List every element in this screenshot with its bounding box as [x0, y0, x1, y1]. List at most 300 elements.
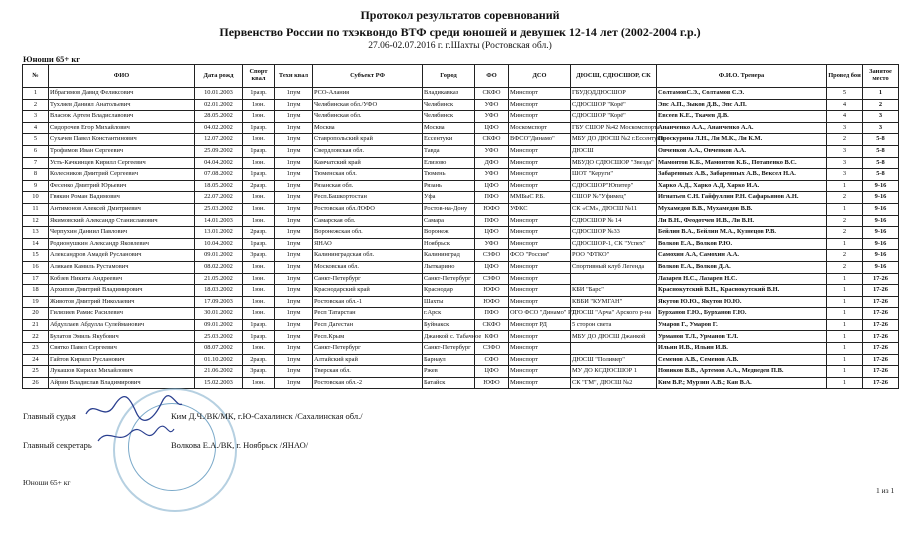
column-header: Спорт квал [243, 65, 275, 88]
table-cell: 1разр. [243, 169, 275, 181]
table-cell: 2 [827, 215, 863, 227]
table-cell: Гилязиев Рамис Расилевич [49, 308, 195, 320]
table-cell: КФО [475, 331, 509, 343]
table-cell: Фесенко Дмитрий Юрьевич [49, 180, 195, 192]
table-cell: Ибрагимов Давид Феликсович [49, 88, 195, 100]
table-cell: 1 [827, 180, 863, 192]
table-cell: 09.01.2002 [195, 319, 243, 331]
table-cell: 21.05.2002 [195, 273, 243, 285]
table-cell: 17 [23, 273, 49, 285]
table-cell: СЗФО [475, 343, 509, 355]
table-cell: 04.02.2002 [195, 122, 243, 134]
table-cell: 17-26 [863, 377, 899, 389]
table-cell: 25 [23, 366, 49, 378]
table-cell [571, 273, 657, 285]
table-cell: 1 [827, 331, 863, 343]
table-cell: СШОР №"Уфимец" [571, 192, 657, 204]
table-cell: 1 [827, 238, 863, 250]
table-cell: Минспорт [509, 354, 571, 366]
table-cell: Якимовский Александр Станиславович [49, 215, 195, 227]
table-cell: 5-8 [863, 145, 899, 157]
column-header: ДСО [509, 65, 571, 88]
table-cell: 2 [827, 134, 863, 146]
table-cell: СДЮСШОР "Корё" [571, 111, 657, 123]
table-cell: 9-16 [863, 215, 899, 227]
table-cell: 1 [863, 88, 899, 100]
table-cell: 3 [827, 122, 863, 134]
table-cell: Москва [423, 122, 475, 134]
table-cell: УФО [475, 169, 509, 181]
table-cell: Респ.Башкортостан [313, 192, 423, 204]
table-cell: Камчатский край [313, 157, 423, 169]
table-cell: 04.04.2002 [195, 157, 243, 169]
table-cell: ЦФО [475, 227, 509, 239]
table-cell: Ильин И.В., Ильин И.В. [657, 343, 827, 355]
table-cell: Минспорт [509, 377, 571, 389]
table-cell: 13.01.2002 [195, 227, 243, 239]
table-cell: 1разр. [243, 122, 275, 134]
table-cell: ПФО [475, 215, 509, 227]
table-cell: 2разр. [243, 354, 275, 366]
table-row [23, 366, 899, 378]
table-cell: 2 [827, 261, 863, 273]
table-cell: Челябинская обл./УФО [313, 99, 423, 111]
table-cell: Москва [313, 122, 423, 134]
table-cell: ММБыС Р.Б. [509, 192, 571, 204]
table-cell: 1юн. [243, 111, 275, 123]
table-cell: Санкт-Петербург [423, 343, 475, 355]
table-cell: 1пум [275, 331, 313, 343]
table-cell: 9-16 [863, 238, 899, 250]
table-cell: МБУ ДО ДЮСШ Джанкой [571, 331, 657, 343]
table-cell: Калининградская обл. [313, 250, 423, 262]
table-cell: СДЮСШОР "Корё" [571, 99, 657, 111]
table-cell: 3 [863, 111, 899, 123]
table-cell: 08.02.2002 [195, 261, 243, 273]
table-cell: 25.03.2002 [195, 331, 243, 343]
table-cell: 1пум [275, 366, 313, 378]
table-cell: 5-8 [863, 134, 899, 146]
table-row [23, 169, 899, 181]
table-cell: ЮФО [475, 203, 509, 215]
table-cell: СК "ГМ", ДЮСШ №2 [571, 377, 657, 389]
table-row [23, 319, 899, 331]
table-cell: Колесников Дмитрий Сергеевич [49, 169, 195, 181]
table-row [23, 157, 899, 169]
table-cell: 3разр. [243, 250, 275, 262]
table-cell: 1пум [275, 88, 313, 100]
table-cell: Тухляев Даниял Анатольевич [49, 99, 195, 111]
table-cell: Минспорт [509, 88, 571, 100]
table-cell: 1 [827, 354, 863, 366]
table-cell: 21 [23, 319, 49, 331]
table-row [23, 145, 899, 157]
table-row [23, 238, 899, 250]
table-cell: Власюк Артем Владиславович [49, 111, 195, 123]
table-cell: Игнатьев С.Н. Гайфуллин Р.Н. Сафарьянов А.Н. [657, 192, 827, 204]
table-cell: 9-16 [863, 261, 899, 273]
table-cell: 24 [23, 354, 49, 366]
table-cell: 1пум [275, 250, 313, 262]
table-cell: Свердловская обл. [313, 145, 423, 157]
table-cell: 1 [827, 273, 863, 285]
signature-scribble-2 [96, 425, 176, 447]
table-row [23, 122, 899, 134]
table-row [23, 227, 899, 239]
table-cell: 19 [23, 296, 49, 308]
table-cell: 2 [863, 99, 899, 111]
table-cell: Минспорт [509, 169, 571, 181]
table-cell: 1пум [275, 169, 313, 181]
table-cell: 1юн. [243, 215, 275, 227]
table-cell: Родионушкин Александр Яковлевич [49, 238, 195, 250]
table-cell: ЮФО [475, 296, 509, 308]
table-cell: 5-8 [863, 169, 899, 181]
table-cell: Московская обл. [313, 261, 423, 273]
table-cell: Минспорт [509, 238, 571, 250]
table-cell: Гайтов Кирилл Русланович [49, 354, 195, 366]
table-cell: ЦФО [475, 366, 509, 378]
table-cell: Краснодарский край [313, 285, 423, 297]
table-cell: Харко А.Д., Харко А.Д, Харко И.А. [657, 180, 827, 192]
table-cell: Воронежская обл. [313, 227, 423, 239]
table-cell: 01.10.2002 [195, 354, 243, 366]
table-row [23, 88, 899, 100]
table-row [23, 354, 899, 366]
table-cell: 28.05.2002 [195, 111, 243, 123]
table-cell: 5-8 [863, 157, 899, 169]
table-cell: ГБУ СШОР №42 Москомспорта [571, 122, 657, 134]
table-cell: Святко Павел Сергеевич [49, 343, 195, 355]
table-cell: Сидорочев Егор Михайлович [49, 122, 195, 134]
table-cell: Буйнакск [423, 319, 475, 331]
table-row [23, 180, 899, 192]
table-cell: Бурханов Г.Ю., Бурханов Г.Ю. [657, 308, 827, 320]
table-cell: СДЮСШОР №33 [571, 227, 657, 239]
column-header: Провед бои [827, 65, 863, 88]
table-cell: Минспорт [509, 99, 571, 111]
table-cell: 1пум [275, 134, 313, 146]
table-cell: 1пум [275, 203, 313, 215]
table-cell: 1юн. [243, 343, 275, 355]
table-cell: Тверская обл. [313, 366, 423, 378]
table-cell: 1юн. [243, 273, 275, 285]
table-row [23, 308, 899, 320]
table-cell: Ким В.Р.; Мурзин А.В.; Кан В.А. [657, 377, 827, 389]
table-cell: 3 [863, 122, 899, 134]
table-cell: Калининград [423, 250, 475, 262]
table-cell: 15 [23, 250, 49, 262]
table-cell: Волков Е.А., Волков Д.А. [657, 261, 827, 273]
table-cell: Уфа [423, 192, 475, 204]
table-cell: Алтайский край [313, 354, 423, 366]
table-cell: СКФО [475, 88, 509, 100]
table-cell: Усть-Качкинцев Кирилл Сергеевич [49, 157, 195, 169]
table-cell: 1пум [275, 308, 313, 320]
table-cell: 4 [23, 122, 49, 134]
column-header: ФИО [49, 65, 195, 88]
table-cell: 4 [827, 111, 863, 123]
table-cell: 17-26 [863, 331, 899, 343]
table-cell: 7 [23, 157, 49, 169]
table-cell: Воронеж [423, 227, 475, 239]
table-cell: 1юн. [243, 285, 275, 297]
table-cell: Минспорт [509, 111, 571, 123]
table-cell: Айрин Владислав Владимирович [49, 377, 195, 389]
table-cell [571, 343, 657, 355]
table-cell: 9-16 [863, 180, 899, 192]
table-cell: 1 [827, 296, 863, 308]
table-cell: УФО [475, 99, 509, 111]
table-cell: Архипов Дмитрий Владимирович [49, 285, 195, 297]
table-cell: 09.01.2002 [195, 250, 243, 262]
table-cell: Тюменская обл. [313, 169, 423, 181]
table-row [23, 296, 899, 308]
table-cell: 3 [23, 111, 49, 123]
table-row [23, 285, 899, 297]
table-cell: 18.05.2002 [195, 180, 243, 192]
table-cell: Джанкой с. Табачное [423, 331, 475, 343]
table-cell: 10.01.2003 [195, 88, 243, 100]
table-cell: г.Арск [423, 308, 475, 320]
table-cell: 18 [23, 285, 49, 297]
table-cell: 1юн. [243, 134, 275, 146]
table-cell: 17-26 [863, 366, 899, 378]
table-cell: Гвякин Роман Вадимович [49, 192, 195, 204]
table-cell: Санкт-Петербург [313, 273, 423, 285]
table-cell: Минспорт [509, 157, 571, 169]
footer-category: Юноши 65+ кг [23, 478, 71, 487]
table-cell: Абдуллаев Абдулла Сулейманович [49, 319, 195, 331]
table-cell: Забаренных А.В., Забаренных А.В., Вексел Н.А. [657, 169, 827, 181]
table-cell: 20 [23, 308, 49, 320]
table-cell: 17-26 [863, 308, 899, 320]
table-cell: 1пум [275, 296, 313, 308]
table-cell: Тюмень [423, 169, 475, 181]
table-cell: ДЮСШ "Арча" Арского р-на [571, 308, 657, 320]
table-cell: 2 [827, 192, 863, 204]
table-cell: 1пум [275, 343, 313, 355]
table-cell: Краснодар [423, 285, 475, 297]
table-cell: Минспорт РД [509, 319, 571, 331]
table-cell: Ставропольский край [313, 134, 423, 146]
table-cell: Челябинск [423, 111, 475, 123]
table-cell: ПФО [475, 308, 509, 320]
table-cell: 2разр. [243, 227, 275, 239]
table-body [23, 88, 899, 389]
column-header: Занятое место [863, 65, 899, 88]
table-cell: Александров Амадей Русланович [49, 250, 195, 262]
table-row [23, 273, 899, 285]
table-cell: Минспорт [509, 273, 571, 285]
table-cell: Минспорт [509, 180, 571, 192]
table-cell: Семенов А.В., Семенов А.В. [657, 354, 827, 366]
table-cell: 6 [23, 145, 49, 157]
table-cell: 1разр. [243, 331, 275, 343]
table-cell: СДЮСШОР-1, СК "Успех" [571, 238, 657, 250]
table-cell: 1юн. [243, 308, 275, 320]
table-cell: РОО "ФТКО" [571, 250, 657, 262]
table-cell: Челябинск [423, 99, 475, 111]
table-cell: 17-26 [863, 319, 899, 331]
table-cell: Самара [423, 215, 475, 227]
table-cell: 1пум [275, 273, 313, 285]
table-cell: ЮФО [475, 285, 509, 297]
table-cell: 1юн. [243, 157, 275, 169]
table-cell: Елизово [423, 157, 475, 169]
table-cell: Новиков В.В., Артемов А.А., Медведев П.В. [657, 366, 827, 378]
table-cell: УФО [475, 238, 509, 250]
table-cell: Самохин А.А, Самохин А.А. [657, 250, 827, 262]
table-cell: Мамонтов К.Б., Мамонтов К.Б., Потапенко В.С. [657, 157, 827, 169]
table-cell: 1 [827, 285, 863, 297]
table-cell: 17.09.2003 [195, 296, 243, 308]
table-row [23, 192, 899, 204]
table-cell: Минспорт [509, 366, 571, 378]
table-cell: 21.06.2002 [195, 366, 243, 378]
table-cell: Черпухин Даниил Павлович [49, 227, 195, 239]
table-cell: Краснокутский В.Н., Краснокутский В.Н. [657, 285, 827, 297]
table-cell: 9 [23, 180, 49, 192]
table-cell: 1разр. [243, 319, 275, 331]
table-cell: Овченков А.А., Овченков А.А. [657, 145, 827, 157]
table-cell: Ростовская обл./ЮФО [313, 203, 423, 215]
table-cell: 1пум [275, 122, 313, 134]
table-cell: 2 [827, 250, 863, 262]
table-cell: ВФСО"Динамо" [509, 134, 571, 146]
table-cell: 1пум [275, 145, 313, 157]
table-cell: 16 [23, 261, 49, 273]
chief-secretary-label: Главный секретарь [23, 440, 92, 450]
table-cell: СЗФО [475, 250, 509, 262]
table-cell: 1 [827, 319, 863, 331]
table-cell: 13 [23, 227, 49, 239]
table-cell: СДЮСШОР"Юпитер" [571, 180, 657, 192]
table-cell: ФСО "Россия" [509, 250, 571, 262]
table-cell: Лазарев Н.С., Лазарев Н.С. [657, 273, 827, 285]
column-header: Техн квал [275, 65, 313, 88]
table-cell: Сухачев Павел Константинович [49, 134, 195, 146]
table-cell: 1юн. [243, 261, 275, 273]
table-cell: 4 [827, 99, 863, 111]
table-cell: МУ ДО КСДЮСШОР 1 [571, 366, 657, 378]
table-cell: 1пум [275, 157, 313, 169]
table-cell: УФО [475, 145, 509, 157]
table-cell: Ржев [423, 366, 475, 378]
table-cell: Минспорт [509, 215, 571, 227]
table-cell: 1 [827, 377, 863, 389]
table-cell: 1пум [275, 180, 313, 192]
table-cell: Ростовская обл.-2 [313, 377, 423, 389]
table-cell: Респ.Крым [313, 331, 423, 343]
table-cell: Кобзев Никита Андреевич [49, 273, 195, 285]
table-cell: 3 [827, 145, 863, 157]
table-cell: 5 [23, 134, 49, 146]
table-cell: 8 [23, 169, 49, 181]
table-cell: Мухамедов В.В., Мухамедов В.В. [657, 203, 827, 215]
table-cell: ГБУДОДДЮСШОР [571, 88, 657, 100]
table-cell: 02.01.2002 [195, 99, 243, 111]
table-cell: 17-26 [863, 343, 899, 355]
table-cell: 3 [827, 169, 863, 181]
table-cell: 1 [23, 88, 49, 100]
table-cell: 14 [23, 238, 49, 250]
page-counter: 1 из 1 [876, 486, 895, 495]
table-cell: Ессентуки [423, 134, 475, 146]
table-cell: 1пум [275, 354, 313, 366]
table-cell: 1пум [275, 215, 313, 227]
table-cell: 10.04.2002 [195, 238, 243, 250]
column-header: Ф.И.О. Тренера [657, 65, 827, 88]
table-cell: Санкт-Петербург [423, 273, 475, 285]
table-cell: 17-26 [863, 273, 899, 285]
table-cell: Евсеев К.Е., Ткачев Д.В. [657, 111, 827, 123]
table-cell: 5 [827, 88, 863, 100]
chief-judge-value: Ким Д.Ч./ВК/МК, г.Ю-Сахалинск /Сахалинская обл./ [171, 411, 363, 421]
table-cell: Лукашов Кирилл Михайлович [49, 366, 195, 378]
table-cell: Булатов Эмиль Якубович [49, 331, 195, 343]
table-cell: 1пум [275, 319, 313, 331]
table-cell: 10 [23, 192, 49, 204]
table-cell: ЯНАО [313, 238, 423, 250]
table-cell: 1пум [275, 377, 313, 389]
table-cell: СК «СМ», ДЮСШ №11 [571, 203, 657, 215]
table-cell: 11 [23, 203, 49, 215]
table-cell: 25.09.2002 [195, 145, 243, 157]
table-cell: Тавда [423, 145, 475, 157]
table-cell: 18.03.2002 [195, 285, 243, 297]
column-header: ДЮСШ, СДЮСШОР, СК [571, 65, 657, 88]
table-cell: 1пум [275, 192, 313, 204]
table-cell: СолтамовС.Э., Солтамов С.Э. [657, 88, 827, 100]
table-cell: КБИ "Барс" [571, 285, 657, 297]
table-cell: ОГО ФСО "Динамо" РТ [509, 308, 571, 320]
table-cell: 1юн. [243, 203, 275, 215]
table-cell: 2 [23, 99, 49, 111]
table-cell: Санкт-Петербург [313, 343, 423, 355]
table-cell: 1 [827, 343, 863, 355]
table-cell: 2 [827, 227, 863, 239]
table-cell: Минспорт [509, 145, 571, 157]
table-cell: Ростов-на-Дону [423, 203, 475, 215]
signature-scribble [84, 394, 184, 424]
table-cell: ЦФО [475, 122, 509, 134]
table-cell: Батайск [423, 377, 475, 389]
table-cell: Москомспорт [509, 122, 571, 134]
table-cell: СКФО [475, 134, 509, 146]
table-cell: 9-16 [863, 203, 899, 215]
table-cell: Якутов Ю.Ю., Якутов Ю.Ю. [657, 296, 827, 308]
table-cell: 1пум [275, 238, 313, 250]
table-cell: 1разр. [243, 238, 275, 250]
table-cell: СЗФО [475, 273, 509, 285]
table-cell: УФО [475, 111, 509, 123]
table-cell: 22 [23, 331, 49, 343]
table-row [23, 261, 899, 273]
protocol-title: Протокол результатов соревнований [360, 8, 560, 22]
table-cell: ПФО [475, 192, 509, 204]
table-cell: КВБИ "КУМГАН" [571, 296, 657, 308]
table-cell: 07.08.2002 [195, 169, 243, 181]
table-cell: ЮФО [475, 377, 509, 389]
table-cell: СДЮСШОР № 14 [571, 215, 657, 227]
table-cell: Трофимов Иван Сергеевич [49, 145, 195, 157]
table-cell: 23 [23, 343, 49, 355]
table-cell: 12 [23, 215, 49, 227]
table-cell: 1пум [275, 111, 313, 123]
table-cell: 15.02.2003 [195, 377, 243, 389]
table-cell: 1 [827, 203, 863, 215]
